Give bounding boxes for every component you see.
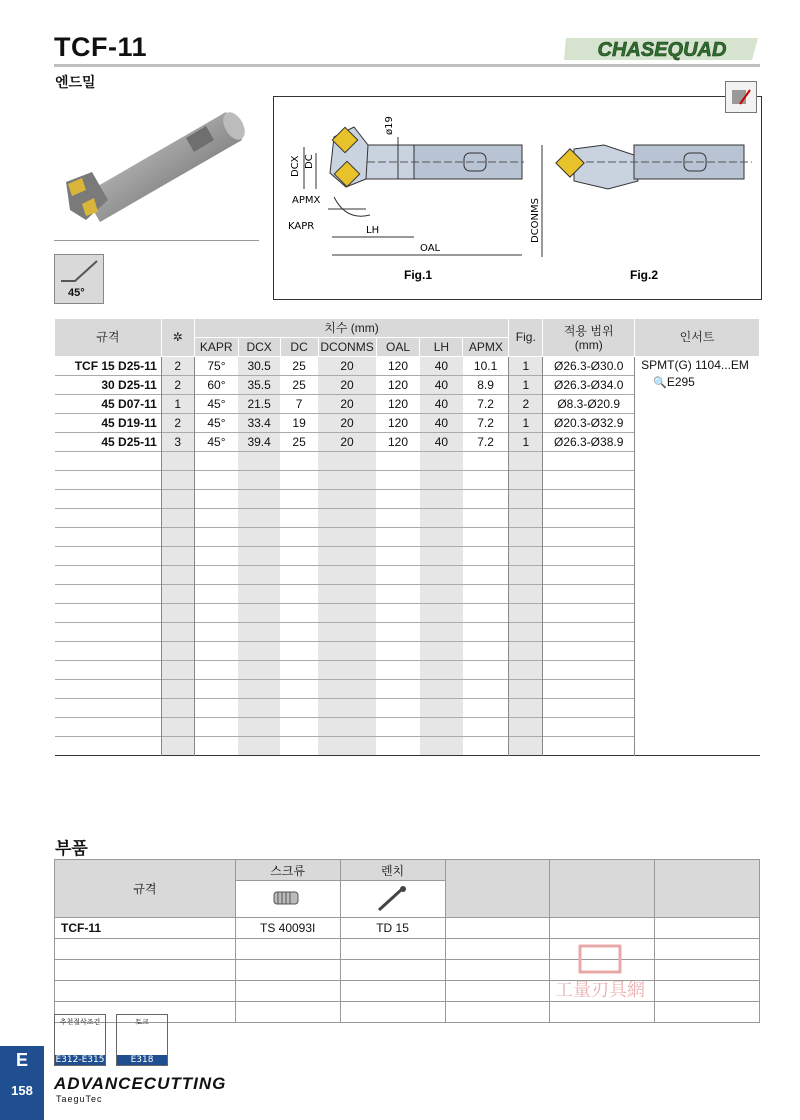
insert-view-icon [725,81,757,113]
col-dcx: DCX [238,338,280,357]
row-oal: 120 [376,433,420,452]
row-fig [509,547,543,566]
row-cell [280,566,318,585]
row-cell [238,547,280,566]
row-cell [376,642,420,661]
row-cell [376,528,420,547]
acc-row-screw: TS 40093I [235,918,340,939]
acc-row-wrench: TD 15 [340,918,445,939]
row-cell [194,737,238,756]
col-dc: DC [280,338,318,357]
row-cell [420,490,463,509]
row-cell [194,452,238,471]
brand-logo: ADVANCECUTTING [54,1074,227,1093]
row-name: TCF 15 D25-11 [55,357,162,376]
row-teeth: 1 [161,395,194,414]
row-range: Ø26.3-Ø38.9 [543,433,635,452]
row-name [55,547,162,566]
dimension-drawing [274,97,761,299]
header-rule [54,64,760,67]
row-cell [280,547,318,566]
row-name [55,509,162,528]
row-name [55,623,162,642]
row-cell [280,661,318,680]
col-dims: 치수 (mm) [194,319,509,338]
row-cell [280,452,318,471]
row-teeth [161,490,194,509]
row-name: 45 D25-11 [55,433,162,452]
row-cell [194,604,238,623]
row-fig [509,699,543,718]
row-cell [318,585,376,604]
row-oal: 120 [376,414,420,433]
row-dconms: 20 [318,357,376,376]
row-fig [509,490,543,509]
row-cell [318,623,376,642]
row-name [55,471,162,490]
acc-col-spec: 규격 [55,860,236,918]
row-cell [420,642,463,661]
row-cell [463,509,509,528]
row-cell [376,547,420,566]
insert-name: SPMT(G) 1104...EM [641,358,749,372]
row-fig [509,471,543,490]
row-cell [280,509,318,528]
row-cell [194,471,238,490]
row-range [543,661,635,680]
table-row [55,357,760,376]
angle-badge [54,254,104,304]
row-cell [463,623,509,642]
chasequad-logo [562,34,762,64]
row-cell [376,699,420,718]
row-fig: 1 [509,433,543,452]
dim-dconms: DCONMS [530,197,541,243]
row-dconms: 20 [318,395,376,414]
col-fig: Fig. [509,319,543,357]
row-cell [318,661,376,680]
row-apmx: 8.9 [463,376,509,395]
row-cell [194,528,238,547]
row-cell [376,585,420,604]
row-cell [376,471,420,490]
row-range: Ø8.3-Ø20.9 [543,395,635,414]
row-range [543,604,635,623]
insert-cell [635,357,760,756]
svg-text:CHASEQUAD: CHASEQUAD [597,39,727,61]
row-fig: 1 [509,414,543,433]
row-cell [376,566,420,585]
row-name [55,528,162,547]
row-cell [318,642,376,661]
acc-col-screw: 스크류 [235,860,340,881]
row-cell [463,718,509,737]
row-name: 45 D19-11 [55,414,162,433]
row-cell [280,737,318,756]
row-cell [194,699,238,718]
row-cell [194,509,238,528]
row-dcx: 39.4 [238,433,280,452]
row-range [543,718,635,737]
row-kapr: 45° [194,395,238,414]
row-cell [420,661,463,680]
row-cell [463,471,509,490]
row-cell [463,528,509,547]
row-cell [280,528,318,547]
row-cell [420,547,463,566]
row-fig [509,623,543,642]
row-range [543,566,635,585]
section-tab [0,1046,44,1120]
row-cell [463,680,509,699]
acc-row-name: TCF-11 [55,918,236,939]
row-range [543,585,635,604]
row-fig [509,509,543,528]
page-number: 158 [11,1083,33,1098]
row-range: Ø26.3-Ø34.0 [543,376,635,395]
dim-lh: LH [366,225,380,236]
ref-cutting-conditions[interactable] [54,1014,106,1066]
row-fig [509,452,543,471]
row-teeth [161,699,194,718]
row-cell [376,490,420,509]
tab-letter: E [15,1050,28,1070]
watermark-logo [520,944,680,1004]
row-cell [238,528,280,547]
row-name [55,699,162,718]
row-cell [463,642,509,661]
row-kapr: 45° [194,414,238,433]
brand-sub: TaeguTec [56,1094,103,1104]
spec-table [54,318,760,757]
row-name: 30 D25-11 [55,376,162,395]
row-teeth [161,528,194,547]
row-fig: 1 [509,376,543,395]
row-cell [238,642,280,661]
row-cell [318,566,376,585]
row-cell [194,547,238,566]
fig2-label: Fig.2 [630,268,659,282]
table-bottom-rule [55,756,760,758]
row-cell [238,490,280,509]
row-teeth [161,585,194,604]
col-lh: LH [420,338,463,357]
row-fig [509,680,543,699]
row-fig: 1 [509,357,543,376]
col-apmx: APMX [463,338,509,357]
row-lh: 40 [420,376,463,395]
row-range [543,509,635,528]
row-cell [280,718,318,737]
svg-text:工量刃具網: 工量刃具網 [555,980,645,1001]
row-cell [194,642,238,661]
row-dcx: 30.5 [238,357,280,376]
row-cell [318,528,376,547]
row-cell [280,585,318,604]
insert-ref-page: E295 [666,375,695,389]
row-dcx: 21.5 [238,395,280,414]
row-cell [194,585,238,604]
row-teeth [161,718,194,737]
row-teeth [161,737,194,756]
row-cell [463,699,509,718]
fig1-label: Fig.1 [404,268,433,282]
col-spec: 규격 [55,319,162,357]
row-cell [376,680,420,699]
teeth-icon: ✲ [172,330,183,344]
row-apmx: 7.2 [463,433,509,452]
row-range [543,699,635,718]
row-cell [463,585,509,604]
row-cell [420,471,463,490]
row-dc: 7 [280,395,318,414]
acc-col-wrench: 렌치 [340,860,445,881]
row-cell [463,490,509,509]
row-cell [376,718,420,737]
ref-page: E312-E315 [55,1055,105,1065]
ref-page: E318 [117,1055,167,1065]
row-cell [194,661,238,680]
row-fig [509,661,543,680]
row-cell [238,737,280,756]
row-teeth [161,661,194,680]
row-teeth [161,604,194,623]
row-cell [318,737,376,756]
row-oal: 120 [376,395,420,414]
row-range [543,452,635,471]
row-cell [280,604,318,623]
row-teeth: 2 [161,376,194,395]
row-cell [420,699,463,718]
row-range [543,490,635,509]
row-cell [420,566,463,585]
row-kapr: 45° [194,433,238,452]
row-teeth [161,566,194,585]
row-cell [420,604,463,623]
row-cell [463,452,509,471]
row-cell [463,737,509,756]
row-teeth [161,642,194,661]
row-fig [509,718,543,737]
row-name [55,718,162,737]
row-cell [376,661,420,680]
row-cell [376,452,420,471]
row-apmx: 10.1 [463,357,509,376]
row-range [543,642,635,661]
col-teeth [161,319,194,357]
dim-oal: OAL [420,243,441,254]
col-dconms: DCONMS [318,338,376,357]
row-range [543,471,635,490]
wrench-icon [340,881,445,918]
row-dconms: 20 [318,376,376,395]
row-fig [509,528,543,547]
row-cell [463,547,509,566]
divider [54,240,259,241]
row-dcx: 35.5 [238,376,280,395]
row-cell [420,623,463,642]
row-name [55,642,162,661]
row-cell [318,547,376,566]
dimension-figure [273,96,762,300]
row-dconms: 20 [318,414,376,433]
row-name [55,452,162,471]
row-oal: 120 [376,376,420,395]
row-range [543,623,635,642]
row-dc: 25 [280,357,318,376]
row-cell [463,566,509,585]
row-fig [509,566,543,585]
row-cell [376,509,420,528]
insert-ref-link[interactable] [653,374,759,392]
row-teeth [161,547,194,566]
row-cell [194,718,238,737]
row-lh: 40 [420,414,463,433]
row-cell [280,623,318,642]
row-name [55,585,162,604]
row-range: Ø20.3-Ø32.9 [543,414,635,433]
row-range [543,528,635,547]
row-cell [420,737,463,756]
dim-phi19: ø19 [384,116,395,135]
row-cell [238,471,280,490]
row-lh: 40 [420,395,463,414]
row-oal: 120 [376,357,420,376]
row-name [55,566,162,585]
dim-apmx: APMX [292,195,321,206]
ref-torque[interactable] [116,1014,168,1066]
row-range [543,737,635,756]
col-range: 적용 범위 (mm) [543,319,635,357]
row-cell [318,718,376,737]
row-cell [318,604,376,623]
dim-dcx: DCX [290,155,301,177]
page-subtitle: 엔드밀 [55,75,96,91]
row-dconms: 20 [318,433,376,452]
row-lh: 40 [420,433,463,452]
row-fig [509,737,543,756]
dim-dc: DC [304,154,315,169]
row-cell [280,699,318,718]
row-cell [318,680,376,699]
ref-label: 토크 [135,1018,149,1026]
row-kapr: 75° [194,357,238,376]
angle-label: 45° [68,287,85,299]
row-name [55,604,162,623]
row-apmx: 7.2 [463,414,509,433]
row-cell [280,490,318,509]
row-name: 45 D07-11 [55,395,162,414]
magnifier-icon: 🔍 [653,377,667,389]
row-dcx: 33.4 [238,414,280,433]
row-cell [238,566,280,585]
row-fig [509,642,543,661]
row-cell [463,604,509,623]
row-name [55,490,162,509]
ref-label: 추천절삭조건 [59,1018,101,1026]
row-teeth [161,452,194,471]
row-cell [238,699,280,718]
row-cell [420,718,463,737]
row-cell [376,737,420,756]
row-dc: 25 [280,433,318,452]
screw-icon [235,881,340,918]
row-cell [194,566,238,585]
row-range [543,680,635,699]
col-insert: 인서트 [635,319,760,357]
row-lh: 40 [420,357,463,376]
row-cell [318,471,376,490]
row-dc: 25 [280,376,318,395]
row-cell [420,528,463,547]
dim-kapr: KAPR [288,221,315,232]
row-cell [420,585,463,604]
row-teeth [161,680,194,699]
row-cell [238,623,280,642]
row-cell [194,490,238,509]
row-cell [280,642,318,661]
angle-icon [55,255,103,285]
accessories-title: 부품 [55,839,88,859]
col-kapr: KAPR [194,338,238,357]
row-name [55,737,162,756]
row-kapr: 60° [194,376,238,395]
row-cell [238,509,280,528]
row-range [543,547,635,566]
row-teeth [161,509,194,528]
row-teeth: 2 [161,414,194,433]
row-cell [280,680,318,699]
row-cell [238,604,280,623]
row-range: Ø26.3-Ø30.0 [543,357,635,376]
row-teeth [161,471,194,490]
row-cell [238,718,280,737]
tool-image [56,104,251,234]
row-fig: 2 [509,395,543,414]
row-dc: 19 [280,414,318,433]
row-cell [194,680,238,699]
page-title: TCF-11 [54,32,148,62]
row-cell [463,661,509,680]
row-cell [376,604,420,623]
row-cell [238,661,280,680]
row-name [55,661,162,680]
row-cell [420,680,463,699]
row-cell [238,680,280,699]
row-apmx: 7.2 [463,395,509,414]
row-cell [318,509,376,528]
row-cell [238,585,280,604]
row-cell [318,699,376,718]
col-oal: OAL [376,338,420,357]
row-name [55,680,162,699]
row-teeth: 2 [161,357,194,376]
row-cell [194,623,238,642]
row-cell [280,471,318,490]
row-cell [420,509,463,528]
row-cell [376,623,420,642]
row-cell [318,490,376,509]
row-cell [318,452,376,471]
row-teeth: 3 [161,433,194,452]
row-teeth [161,623,194,642]
row-fig [509,604,543,623]
row-cell [420,452,463,471]
row-fig [509,585,543,604]
row-cell [238,452,280,471]
